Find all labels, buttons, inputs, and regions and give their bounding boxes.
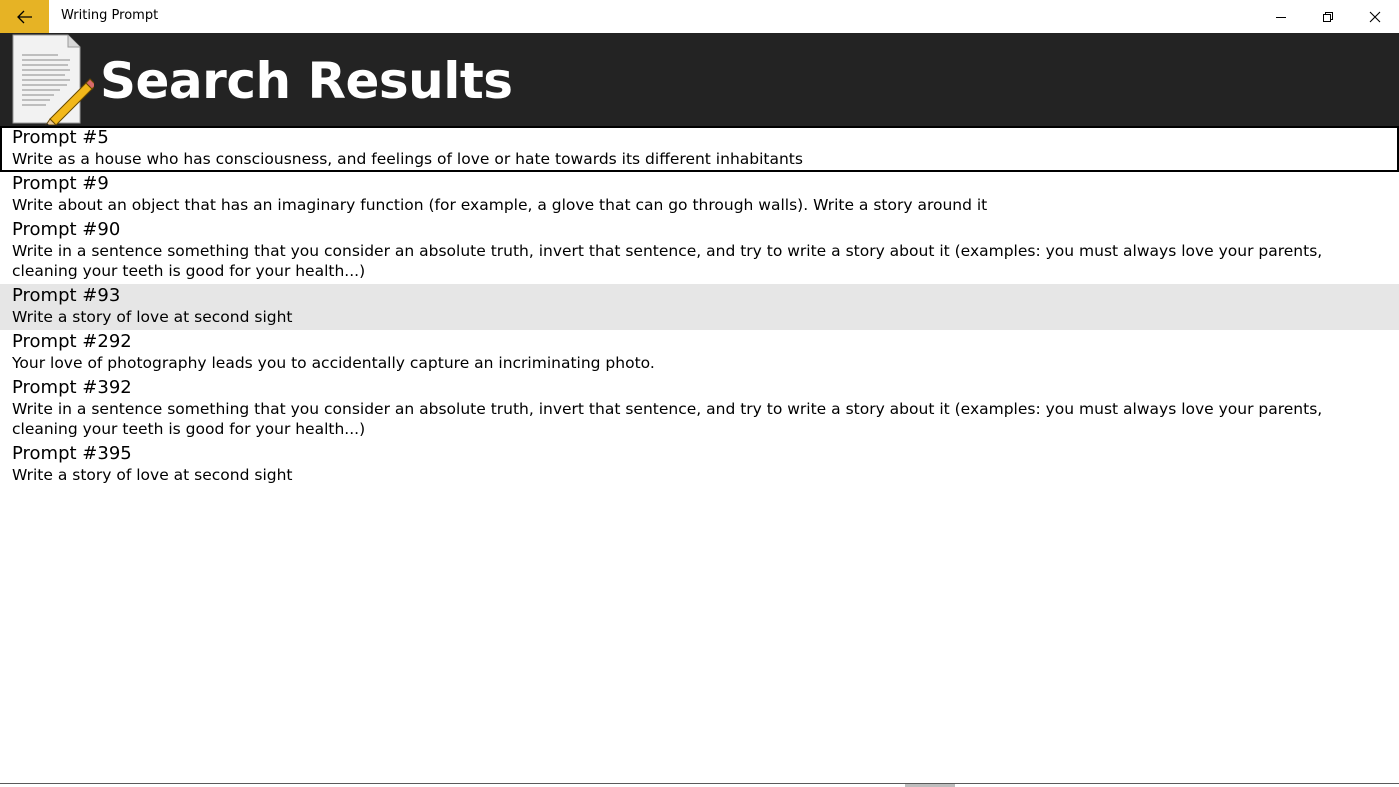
prompt-title: Prompt #9 <box>12 173 109 194</box>
list-item[interactable] <box>0 284 1399 330</box>
page-title: Search Results <box>100 52 513 110</box>
list-item[interactable] <box>0 218 1399 284</box>
prompt-title: Prompt #90 <box>12 219 121 240</box>
minimize-icon <box>1275 11 1287 23</box>
prompt-text: Your love of photography leads you to accidentally capture an incriminating photo. <box>12 354 655 372</box>
document-with-pencil-icon <box>10 33 94 125</box>
close-icon <box>1369 11 1381 23</box>
prompt-text: Write in a sentence something that you consider an absolute truth, invert that sentence, and try to write a story about it (examples: you must always love your parents, cleaning your teeth is good for your health...) <box>12 400 1323 438</box>
title-bar <box>0 0 1399 33</box>
close-button[interactable] <box>1352 0 1398 33</box>
prompt-text: Write a story of love at second sight <box>12 466 293 484</box>
prompt-text: Write as a house who has consciousness, and feelings of love or hate towards its different inhabitants <box>12 150 803 168</box>
arrow-left-icon <box>17 10 33 24</box>
minimize-button[interactable] <box>1258 0 1304 33</box>
prompt-title: Prompt #93 <box>12 285 121 306</box>
prompt-title: Prompt #5 <box>12 127 109 148</box>
list-item[interactable] <box>0 126 1399 172</box>
back-button[interactable] <box>0 0 49 33</box>
prompt-text: Write about an object that has an imaginary function (for example, a glove that can go through walls). Write a story around it <box>12 196 988 214</box>
list-item[interactable] <box>0 442 1399 488</box>
restore-icon <box>1322 11 1334 23</box>
prompt-title: Prompt #292 <box>12 331 132 352</box>
list-item[interactable] <box>0 330 1399 376</box>
page-header <box>0 33 1399 126</box>
prompt-title: Prompt #395 <box>12 443 132 464</box>
restore-button[interactable] <box>1305 0 1351 33</box>
prompt-title: Prompt #392 <box>12 377 132 398</box>
list-item[interactable] <box>0 376 1399 442</box>
list-item[interactable] <box>0 172 1399 218</box>
results-list <box>0 126 1399 488</box>
prompt-text: Write a story of love at second sight <box>12 308 293 326</box>
window-title: Writing Prompt <box>61 8 159 23</box>
prompt-text: Write in a sentence something that you consider an absolute truth, invert that sentence, and try to write a story about it (examples: you must always love your parents, cleaning your teeth is good for your health...) <box>12 242 1323 280</box>
horizontal-scrollbar[interactable] <box>0 783 1399 787</box>
